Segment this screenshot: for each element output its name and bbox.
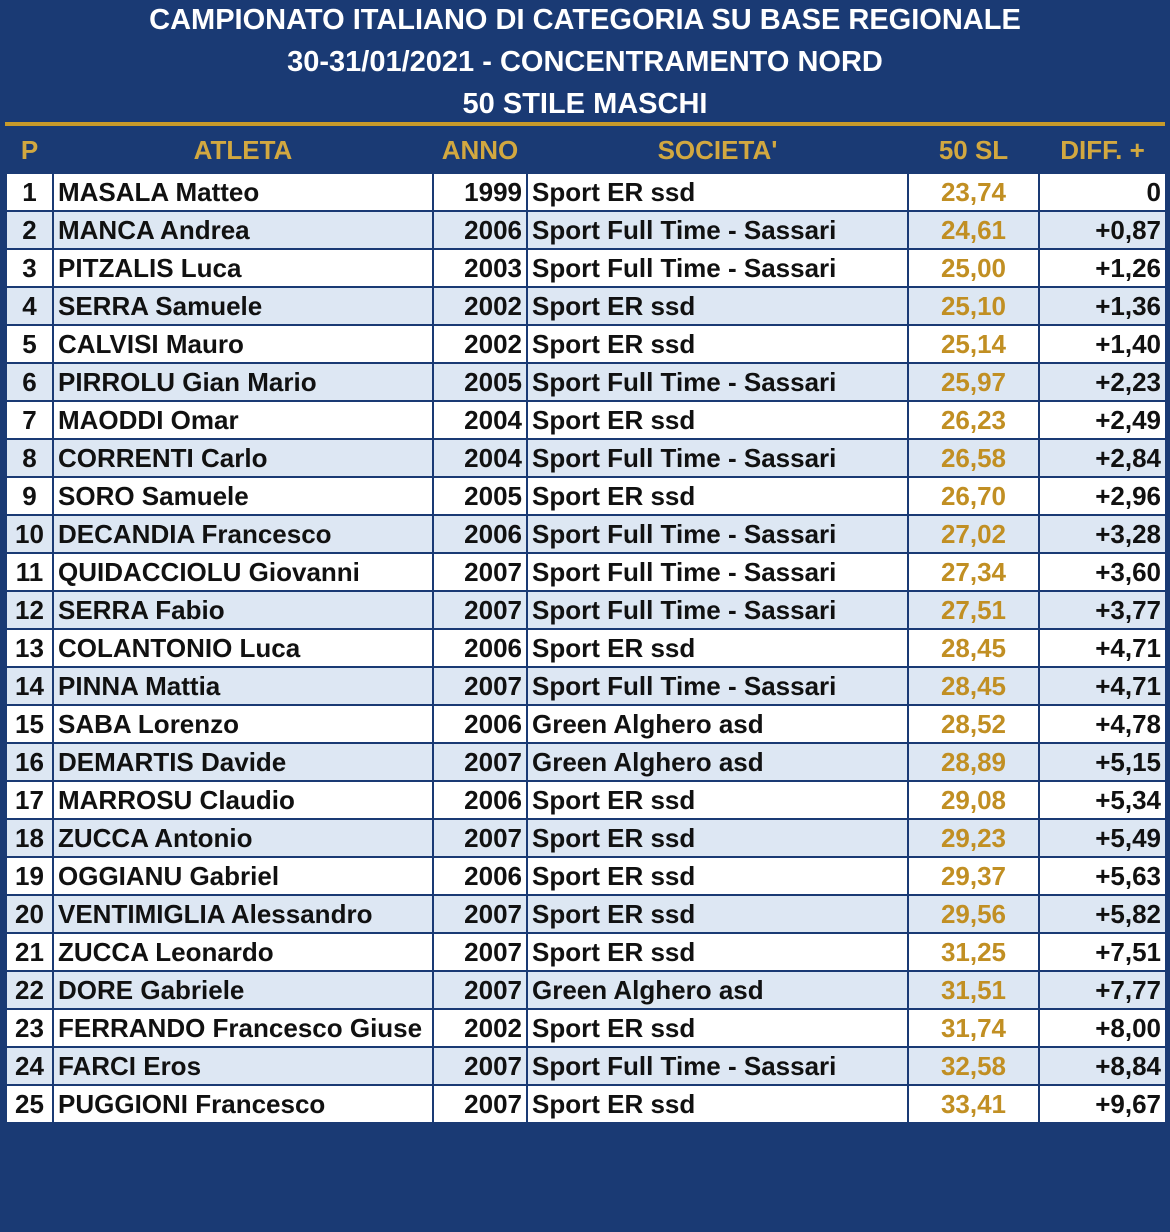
position-cell: 2	[6, 211, 53, 249]
table-row	[6, 1009, 1166, 1047]
birth-year-cell: 2006	[433, 857, 527, 895]
birth-year-cell: 2007	[433, 1085, 527, 1123]
athlete-name-cell: PIRROLU Gian Mario	[53, 363, 433, 401]
athlete-name-cell: DORE Gabriele	[53, 971, 433, 1009]
column-header-club: SOCIETA'	[527, 127, 908, 173]
time-cell: 26,23	[908, 401, 1039, 439]
difference-cell: +3,28	[1039, 515, 1166, 553]
birth-year-cell: 2007	[433, 553, 527, 591]
position-cell: 17	[6, 781, 53, 819]
difference-cell: +2,84	[1039, 439, 1166, 477]
time-cell: 26,70	[908, 477, 1039, 515]
athlete-name-cell: PUGGIONI Francesco	[53, 1085, 433, 1123]
time-cell: 31,74	[908, 1009, 1039, 1047]
athlete-name-cell: OGGIANU Gabriel	[53, 857, 433, 895]
title-line-date-venue: 30-31/01/2021 - CONCENTRAMENTO NORD	[287, 46, 883, 78]
club-cell: Sport ER ssd	[527, 857, 908, 895]
table-row	[6, 211, 1166, 249]
athlete-name-cell: VENTIMIGLIA Alessandro	[53, 895, 433, 933]
column-header-athlete: ATLETA	[53, 127, 433, 173]
difference-cell: +2,23	[1039, 363, 1166, 401]
results-table-body	[6, 173, 1166, 1123]
difference-cell: +1,36	[1039, 287, 1166, 325]
difference-cell: +7,51	[1039, 933, 1166, 971]
club-cell: Sport ER ssd	[527, 1009, 908, 1047]
time-cell: 29,23	[908, 819, 1039, 857]
position-cell: 3	[6, 249, 53, 287]
club-cell: Green Alghero asd	[527, 971, 908, 1009]
time-cell: 25,00	[908, 249, 1039, 287]
table-row	[6, 781, 1166, 819]
birth-year-cell: 2007	[433, 743, 527, 781]
table-row	[6, 1085, 1166, 1123]
athlete-name-cell: SABA Lorenzo	[53, 705, 433, 743]
difference-cell: +0,87	[1039, 211, 1166, 249]
position-cell: 5	[6, 325, 53, 363]
club-cell: Sport Full Time - Sassari	[527, 439, 908, 477]
birth-year-cell: 2002	[433, 325, 527, 363]
birth-year-cell: 2002	[433, 1009, 527, 1047]
time-cell: 28,45	[908, 667, 1039, 705]
position-cell: 12	[6, 591, 53, 629]
position-cell: 24	[6, 1047, 53, 1085]
time-cell: 32,58	[908, 1047, 1039, 1085]
table-row	[6, 439, 1166, 477]
athlete-name-cell: MANCA Andrea	[53, 211, 433, 249]
athlete-name-cell: COLANTONIO Luca	[53, 629, 433, 667]
difference-cell: +4,71	[1039, 629, 1166, 667]
results-table-header	[6, 127, 1166, 173]
difference-cell: +3,60	[1039, 553, 1166, 591]
table-row	[6, 553, 1166, 591]
athlete-name-cell: SERRA Fabio	[53, 591, 433, 629]
position-cell: 14	[6, 667, 53, 705]
time-cell: 25,14	[908, 325, 1039, 363]
title-line-championship: CAMPIONATO ITALIANO DI CATEGORIA SU BASE REGIONALE	[149, 4, 1021, 36]
birth-year-cell: 2006	[433, 629, 527, 667]
position-cell: 11	[6, 553, 53, 591]
athlete-name-cell: FERRANDO Francesco Giuse	[53, 1009, 433, 1047]
birth-year-cell: 2007	[433, 1047, 527, 1085]
club-cell: Sport ER ssd	[527, 287, 908, 325]
club-cell: Sport Full Time - Sassari	[527, 515, 908, 553]
position-cell: 21	[6, 933, 53, 971]
athlete-name-cell: CALVISI Mauro	[53, 325, 433, 363]
table-row	[6, 363, 1166, 401]
position-cell: 15	[6, 705, 53, 743]
club-cell: Sport Full Time - Sassari	[527, 363, 908, 401]
athlete-name-cell: FARCI Eros	[53, 1047, 433, 1085]
table-row	[6, 971, 1166, 1009]
difference-cell: +2,96	[1039, 477, 1166, 515]
time-cell: 25,97	[908, 363, 1039, 401]
difference-cell: +8,00	[1039, 1009, 1166, 1047]
position-cell: 6	[6, 363, 53, 401]
birth-year-cell: 1999	[433, 173, 527, 211]
position-cell: 4	[6, 287, 53, 325]
difference-cell: +5,34	[1039, 781, 1166, 819]
time-cell: 26,58	[908, 439, 1039, 477]
position-cell: 1	[6, 173, 53, 211]
club-cell: Sport ER ssd	[527, 781, 908, 819]
club-cell: Sport Full Time - Sassari	[527, 553, 908, 591]
position-cell: 13	[6, 629, 53, 667]
club-cell: Sport ER ssd	[527, 629, 908, 667]
difference-cell: +8,84	[1039, 1047, 1166, 1085]
birth-year-cell: 2002	[433, 287, 527, 325]
position-cell: 19	[6, 857, 53, 895]
birth-year-cell: 2006	[433, 515, 527, 553]
athlete-name-cell: MAODDI Omar	[53, 401, 433, 439]
table-row	[6, 667, 1166, 705]
difference-cell: +7,77	[1039, 971, 1166, 1009]
birth-year-cell: 2003	[433, 249, 527, 287]
table-row	[6, 173, 1166, 211]
time-cell: 31,25	[908, 933, 1039, 971]
difference-cell: +5,63	[1039, 857, 1166, 895]
time-cell: 29,56	[908, 895, 1039, 933]
table-row	[6, 515, 1166, 553]
birth-year-cell: 2007	[433, 819, 527, 857]
athlete-name-cell: ZUCCA Antonio	[53, 819, 433, 857]
club-cell: Sport ER ssd	[527, 477, 908, 515]
athlete-name-cell: ZUCCA Leonardo	[53, 933, 433, 971]
time-cell: 27,34	[908, 553, 1039, 591]
header-row	[6, 127, 1166, 173]
athlete-name-cell: CORRENTI Carlo	[53, 439, 433, 477]
title-line-event: 50 STILE MASCHI	[462, 88, 708, 120]
birth-year-cell: 2007	[433, 591, 527, 629]
athlete-name-cell: MASALA Matteo	[53, 173, 433, 211]
time-cell: 28,89	[908, 743, 1039, 781]
position-cell: 16	[6, 743, 53, 781]
athlete-name-cell: PITZALIS Luca	[53, 249, 433, 287]
time-cell: 33,41	[908, 1085, 1039, 1123]
difference-cell: +4,71	[1039, 667, 1166, 705]
club-cell: Green Alghero asd	[527, 705, 908, 743]
birth-year-cell: 2004	[433, 401, 527, 439]
birth-year-cell: 2005	[433, 363, 527, 401]
birth-year-cell: 2006	[433, 211, 527, 249]
table-row	[6, 743, 1166, 781]
club-cell: Sport Full Time - Sassari	[527, 211, 908, 249]
difference-cell: +1,40	[1039, 325, 1166, 363]
table-row	[6, 895, 1166, 933]
athlete-name-cell: QUIDACCIOLU Giovanni	[53, 553, 433, 591]
birth-year-cell: 2007	[433, 667, 527, 705]
athlete-name-cell: SERRA Samuele	[53, 287, 433, 325]
time-cell: 25,10	[908, 287, 1039, 325]
table-row	[6, 287, 1166, 325]
position-cell: 9	[6, 477, 53, 515]
club-cell: Sport ER ssd	[527, 819, 908, 857]
column-header-difference: DIFF. +	[1039, 127, 1166, 173]
birth-year-cell: 2007	[433, 895, 527, 933]
difference-cell: 0	[1039, 173, 1166, 211]
difference-cell: +5,82	[1039, 895, 1166, 933]
table-row	[6, 819, 1166, 857]
time-cell: 29,08	[908, 781, 1039, 819]
table-row	[6, 629, 1166, 667]
results-title	[5, 0, 1165, 126]
difference-cell: +5,49	[1039, 819, 1166, 857]
position-cell: 23	[6, 1009, 53, 1047]
club-cell: Sport ER ssd	[527, 1085, 908, 1123]
time-cell: 27,51	[908, 591, 1039, 629]
difference-cell: +1,26	[1039, 249, 1166, 287]
birth-year-cell: 2004	[433, 439, 527, 477]
club-cell: Sport ER ssd	[527, 933, 908, 971]
difference-cell: +3,77	[1039, 591, 1166, 629]
results-table	[5, 126, 1167, 1124]
club-cell: Sport Full Time - Sassari	[527, 249, 908, 287]
athlete-name-cell: SORO Samuele	[53, 477, 433, 515]
club-cell: Sport ER ssd	[527, 173, 908, 211]
difference-cell: +4,78	[1039, 705, 1166, 743]
time-cell: 29,37	[908, 857, 1039, 895]
position-cell: 8	[6, 439, 53, 477]
table-row	[6, 477, 1166, 515]
club-cell: Sport Full Time - Sassari	[527, 667, 908, 705]
club-cell: Sport ER ssd	[527, 325, 908, 363]
position-cell: 22	[6, 971, 53, 1009]
table-row	[6, 249, 1166, 287]
birth-year-cell: 2006	[433, 705, 527, 743]
table-row	[6, 401, 1166, 439]
birth-year-cell: 2006	[433, 781, 527, 819]
time-cell: 31,51	[908, 971, 1039, 1009]
column-header-position: P	[6, 127, 53, 173]
time-cell: 27,02	[908, 515, 1039, 553]
birth-year-cell: 2005	[433, 477, 527, 515]
difference-cell: +5,15	[1039, 743, 1166, 781]
position-cell: 20	[6, 895, 53, 933]
time-cell: 23,74	[908, 173, 1039, 211]
table-row	[6, 591, 1166, 629]
club-cell: Sport Full Time - Sassari	[527, 591, 908, 629]
table-row	[6, 325, 1166, 363]
time-cell: 28,52	[908, 705, 1039, 743]
position-cell: 7	[6, 401, 53, 439]
birth-year-cell: 2007	[433, 933, 527, 971]
club-cell: Sport ER ssd	[527, 401, 908, 439]
column-header-time: 50 SL	[908, 127, 1039, 173]
athlete-name-cell: DEMARTIS Davide	[53, 743, 433, 781]
position-cell: 25	[6, 1085, 53, 1123]
table-row	[6, 857, 1166, 895]
time-cell: 24,61	[908, 211, 1039, 249]
athlete-name-cell: PINNA Mattia	[53, 667, 433, 705]
difference-cell: +9,67	[1039, 1085, 1166, 1123]
position-cell: 10	[6, 515, 53, 553]
column-header-year: ANNO	[433, 127, 527, 173]
difference-cell: +2,49	[1039, 401, 1166, 439]
club-cell: Sport Full Time - Sassari	[527, 1047, 908, 1085]
table-row	[6, 705, 1166, 743]
club-cell: Green Alghero asd	[527, 743, 908, 781]
athlete-name-cell: DECANDIA Francesco	[53, 515, 433, 553]
position-cell: 18	[6, 819, 53, 857]
athlete-name-cell: MARROSU Claudio	[53, 781, 433, 819]
club-cell: Sport ER ssd	[527, 895, 908, 933]
birth-year-cell: 2007	[433, 971, 527, 1009]
table-row	[6, 1047, 1166, 1085]
time-cell: 28,45	[908, 629, 1039, 667]
table-row	[6, 933, 1166, 971]
